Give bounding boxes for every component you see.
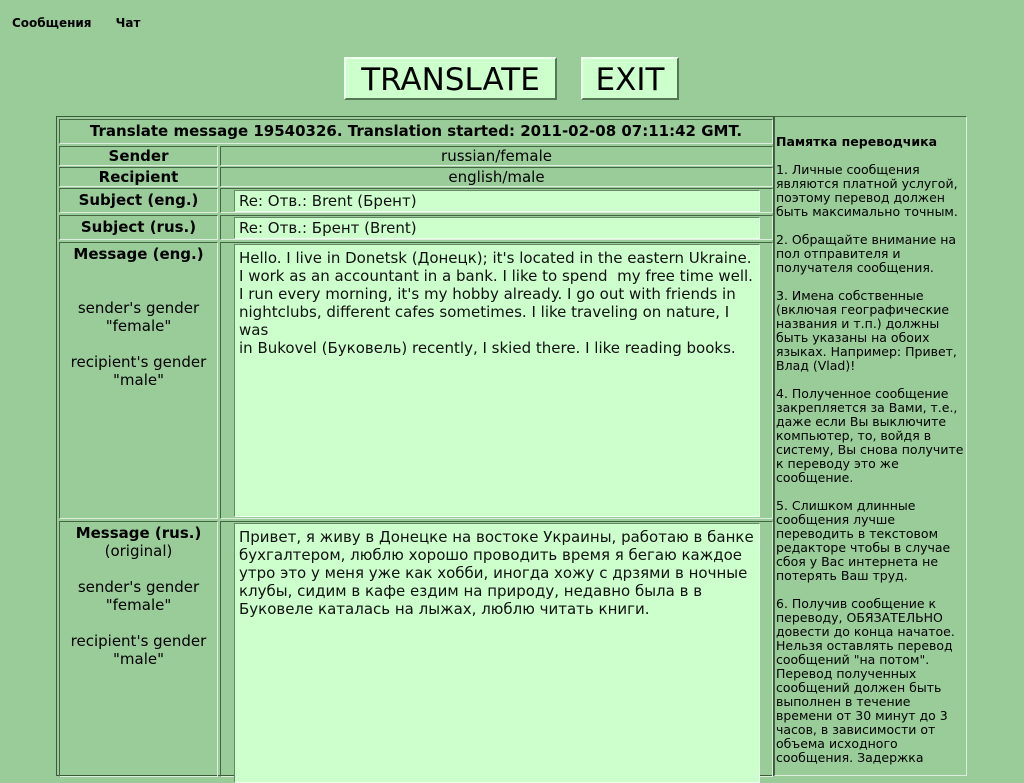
memo-item: 2. Обращайте внимание на пол отправителя и получателя сообщения.: [776, 232, 957, 275]
message-rus-sender-gender: "female": [105, 596, 172, 614]
exit-button[interactable]: EXIT: [581, 57, 679, 100]
sender-label: Sender: [59, 146, 218, 166]
message-eng-recipient-gender: "male": [113, 371, 164, 389]
nav-chat-link[interactable]: Чат: [115, 16, 141, 30]
translation-form: [56, 116, 774, 776]
subject-eng-label: Subject (eng.): [59, 188, 218, 213]
memo-item: 1. Личные сообщения являются платной услугой, поэтому перевод должен быть максимально точным.: [776, 162, 958, 219]
memo-item: 5. Слишком длинные сообщения лучше переводить в текстовом редакторе чтобы в случае сбоя у Вас интернета не потерять Ваш труд.: [776, 498, 951, 583]
subject-rus-label: Subject (rus.): [59, 215, 218, 240]
translate-button[interactable]: TRANSLATE: [344, 57, 557, 100]
memo-item: 3. Имена собственные (включая географические названия и т.п.) должны быть указаны на обоих языках. Например: Привет, Влад (Vlad)!: [776, 288, 957, 373]
recipient-label: Recipient: [59, 167, 218, 187]
message-rus-original: (original): [104, 542, 173, 560]
subject-eng-cell: [220, 188, 773, 213]
memo-item: 6. Получив сообщение к переводу, ОБЯЗАТЕЛЬНО довести до конца начатое. Нельзя оставлять перевод сообщений "на потом". Перевод полученных сообщений должен быть выполнен в течение времени от 30 минут до 3 часов, в зависимости от объема исходного сообщения. Задержка: [776, 596, 955, 765]
message-rus-cell: [220, 521, 773, 777]
message-rus-textarea[interactable]: Привет, я живу в Донецке на востоке Украины, работаю в банке бухгалтером, люблю хорошо проводить время я бегаю каждое утро это у меня уже как хобби, иногда хожу с дрзями в ночные клубы, сидим в кафе ездим на природу, недавно была в в Буковеле каталась на лыжах, люблю читать книги.: [234, 523, 760, 783]
message-rus-recipient-gender-label: recipient's gender: [70, 632, 207, 650]
message-rus-label-cell: [59, 521, 218, 777]
message-eng-recipient-gender-label: recipient's gender: [70, 353, 207, 371]
translator-memo-sidebar: [774, 116, 967, 776]
message-eng-sender-gender: "female": [105, 317, 172, 335]
message-rus-label: Message (rus.): [75, 524, 202, 542]
memo-title: Памятка переводчика: [776, 134, 938, 149]
message-rus-sender-gender-label: sender's gender: [77, 578, 200, 596]
recipient-value: english/male: [220, 167, 773, 187]
message-eng-cell: [220, 242, 773, 519]
message-eng-textarea[interactable]: Hello. I live in Donetsk (Донецк); it's located in the eastern Ukraine. I work as an accountant in a bank. I like to spend my free time well. I run every morning, it's my hobby already. I go out with friends in nightclubs, different cafes sometimes. I like traveling on nature, I was in Bukovel (Буковель) recently, I skied there. I like reading books.: [234, 244, 760, 517]
subject-rus-input[interactable]: Re: Отв.: Брент (Brent): [234, 217, 760, 239]
top-nav: [12, 16, 160, 30]
nav-messages-link[interactable]: Сообщения: [12, 16, 92, 30]
message-eng-label-cell: [59, 242, 218, 519]
message-eng-label: Message (eng.): [73, 245, 204, 263]
subject-rus-cell: [220, 215, 773, 240]
message-rus-recipient-gender: "male": [113, 650, 164, 668]
sender-value: russian/female: [220, 146, 773, 166]
subject-eng-input[interactable]: Re: Отв.: Brent (Брент): [234, 190, 760, 212]
message-eng-sender-gender-label: sender's gender: [77, 299, 200, 317]
form-header: Translate message 19540326. Translation started: 2011-02-08 07:11:42 GMT.: [59, 119, 773, 144]
memo-item: 4. Полученное сообщение закрепляется за Вами, т.е., даже если Вы выключите компьютер, то, войдя в систему, Вы снова получите к переводу это же сообщение.: [776, 386, 964, 485]
